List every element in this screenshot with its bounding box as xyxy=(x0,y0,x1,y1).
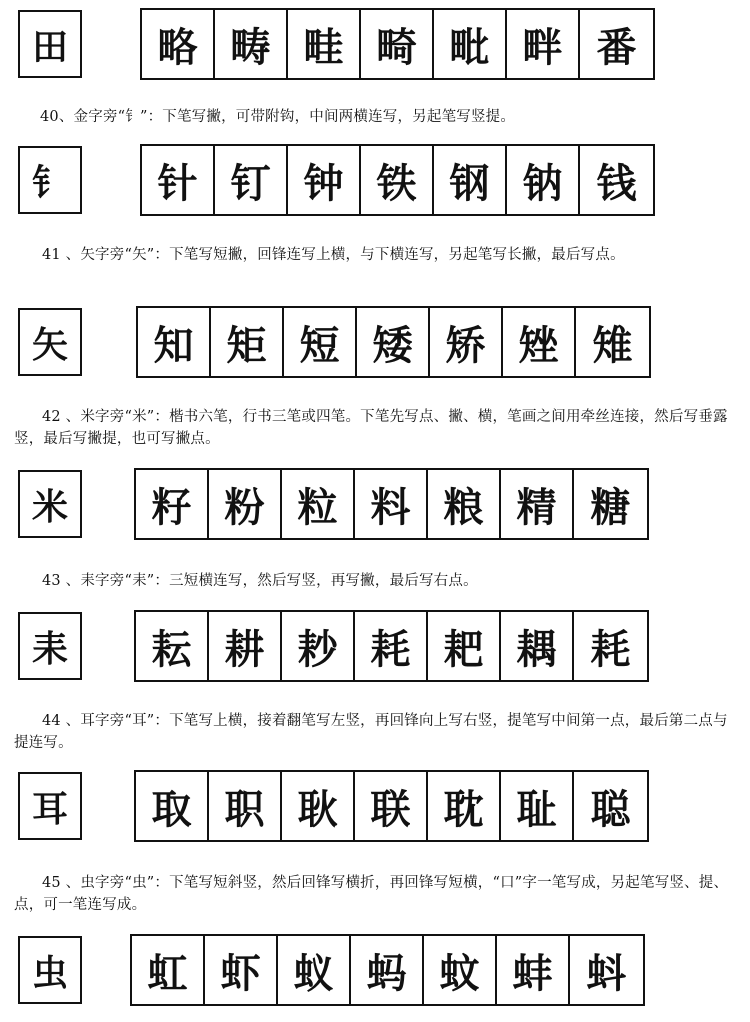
example-char: 知 xyxy=(138,308,211,376)
example-char-strip xyxy=(136,306,651,378)
radical-box: 矢 xyxy=(18,308,82,376)
example-char: 针 xyxy=(142,146,215,214)
example-char: 钟 xyxy=(288,146,361,214)
radical-box: 田 xyxy=(18,10,82,78)
example-char: 糖 xyxy=(590,483,631,531)
example-char: 矫 xyxy=(430,308,503,376)
example-char: 粒 xyxy=(282,470,355,538)
instruction-paragraph: 45 、虫字旁“虫”：下笔写短斜竖，然后回锋写横折，再回锋写短横，“口”字一笔写成，另起笔写竖、提、点，可一笔连写成。 xyxy=(14,875,729,913)
example-char: 畸 xyxy=(361,10,434,78)
example-char: 铁 xyxy=(361,146,434,214)
example-char: 畦 xyxy=(288,10,361,78)
example-char: 聪 xyxy=(590,785,631,833)
example-char: 蚪 xyxy=(586,949,627,997)
example-char: 矬 xyxy=(503,308,576,376)
example-char: 粉 xyxy=(209,470,282,538)
example-char-strip xyxy=(140,8,655,80)
instruction-paragraph: 41 、矢字旁“矢”：下笔写短撇，回锋连写上横，与下横连写，另起笔写长撇，最后写点。 xyxy=(42,247,625,263)
example-char-strip xyxy=(134,770,649,842)
example-char: 耿 xyxy=(282,772,355,840)
radical-row-er xyxy=(0,770,750,846)
example-char: 钱 xyxy=(596,159,637,207)
radical-box: 虫 xyxy=(18,936,82,1004)
instruction-paragraph: 42 、米字旁“米”：楷书六笔，行书三笔或四笔。下笔先写点、撇、横，笔画之间用牵丝连接，然后写垂露竖，最后写撇提，也可写撇点。 xyxy=(14,409,728,447)
example-char: 耕 xyxy=(209,612,282,680)
example-char: 钢 xyxy=(434,146,507,214)
example-char: 钉 xyxy=(215,146,288,214)
radical-box: 米 xyxy=(18,470,82,538)
radical-row-shi xyxy=(0,306,750,382)
example-char: 雉 xyxy=(592,321,633,369)
example-char: 短 xyxy=(284,308,357,376)
example-char: 籽 xyxy=(136,470,209,538)
example-char-strip xyxy=(134,468,649,540)
example-char: 虹 xyxy=(132,936,205,1004)
example-char: 耗 xyxy=(590,625,631,673)
example-char: 耻 xyxy=(501,772,574,840)
example-char-strip xyxy=(134,610,649,682)
example-char: 蚊 xyxy=(424,936,497,1004)
example-char: 矩 xyxy=(211,308,284,376)
example-char: 耖 xyxy=(282,612,355,680)
example-char: 矮 xyxy=(357,308,430,376)
radical-box: 耒 xyxy=(18,612,82,680)
radical-row-tian xyxy=(0,8,750,84)
example-char: 粮 xyxy=(428,470,501,538)
example-char: 料 xyxy=(355,470,428,538)
example-char: 耙 xyxy=(428,612,501,680)
example-char: 钠 xyxy=(507,146,580,214)
example-char: 畴 xyxy=(215,10,288,78)
instruction-paragraph: 44 、耳字旁“耳”：下笔写上横，接着翻笔写左竖，再回锋向上写右竖，提笔写中间第一点，最后第二点与提连写。 xyxy=(14,713,728,751)
instruction-paragraph: 40、金字旁“钅”：下笔写撇，可带附钩，中间两横连写，另起笔写竖提。 xyxy=(40,109,516,125)
example-char: 耗 xyxy=(355,612,428,680)
example-char: 蚂 xyxy=(351,936,424,1004)
example-char: 虾 xyxy=(205,936,278,1004)
radical-row-jin xyxy=(0,144,750,220)
example-char: 耽 xyxy=(428,772,501,840)
example-char: 联 xyxy=(355,772,428,840)
radical-box: 钅 xyxy=(18,146,82,214)
example-char-strip xyxy=(140,144,655,216)
radical-row-chong xyxy=(0,934,750,1010)
example-char: 毗 xyxy=(434,10,507,78)
example-char: 取 xyxy=(136,772,209,840)
radical-box: 耳 xyxy=(18,772,82,840)
example-char: 精 xyxy=(501,470,574,538)
radical-row-mi xyxy=(0,468,750,544)
example-char: 职 xyxy=(209,772,282,840)
example-char: 蚁 xyxy=(278,936,351,1004)
example-char: 略 xyxy=(142,10,215,78)
example-char: 耦 xyxy=(501,612,574,680)
example-char: 畔 xyxy=(507,10,580,78)
example-char: 番 xyxy=(596,23,637,71)
instruction-paragraph: 43 、耒字旁“耒”：三短横连写，然后写竖，再写撇，最后写右点。 xyxy=(42,573,478,589)
example-char: 蚌 xyxy=(497,936,570,1004)
radical-row-lei xyxy=(0,610,750,686)
example-char-strip xyxy=(130,934,645,1006)
example-char: 耘 xyxy=(136,612,209,680)
